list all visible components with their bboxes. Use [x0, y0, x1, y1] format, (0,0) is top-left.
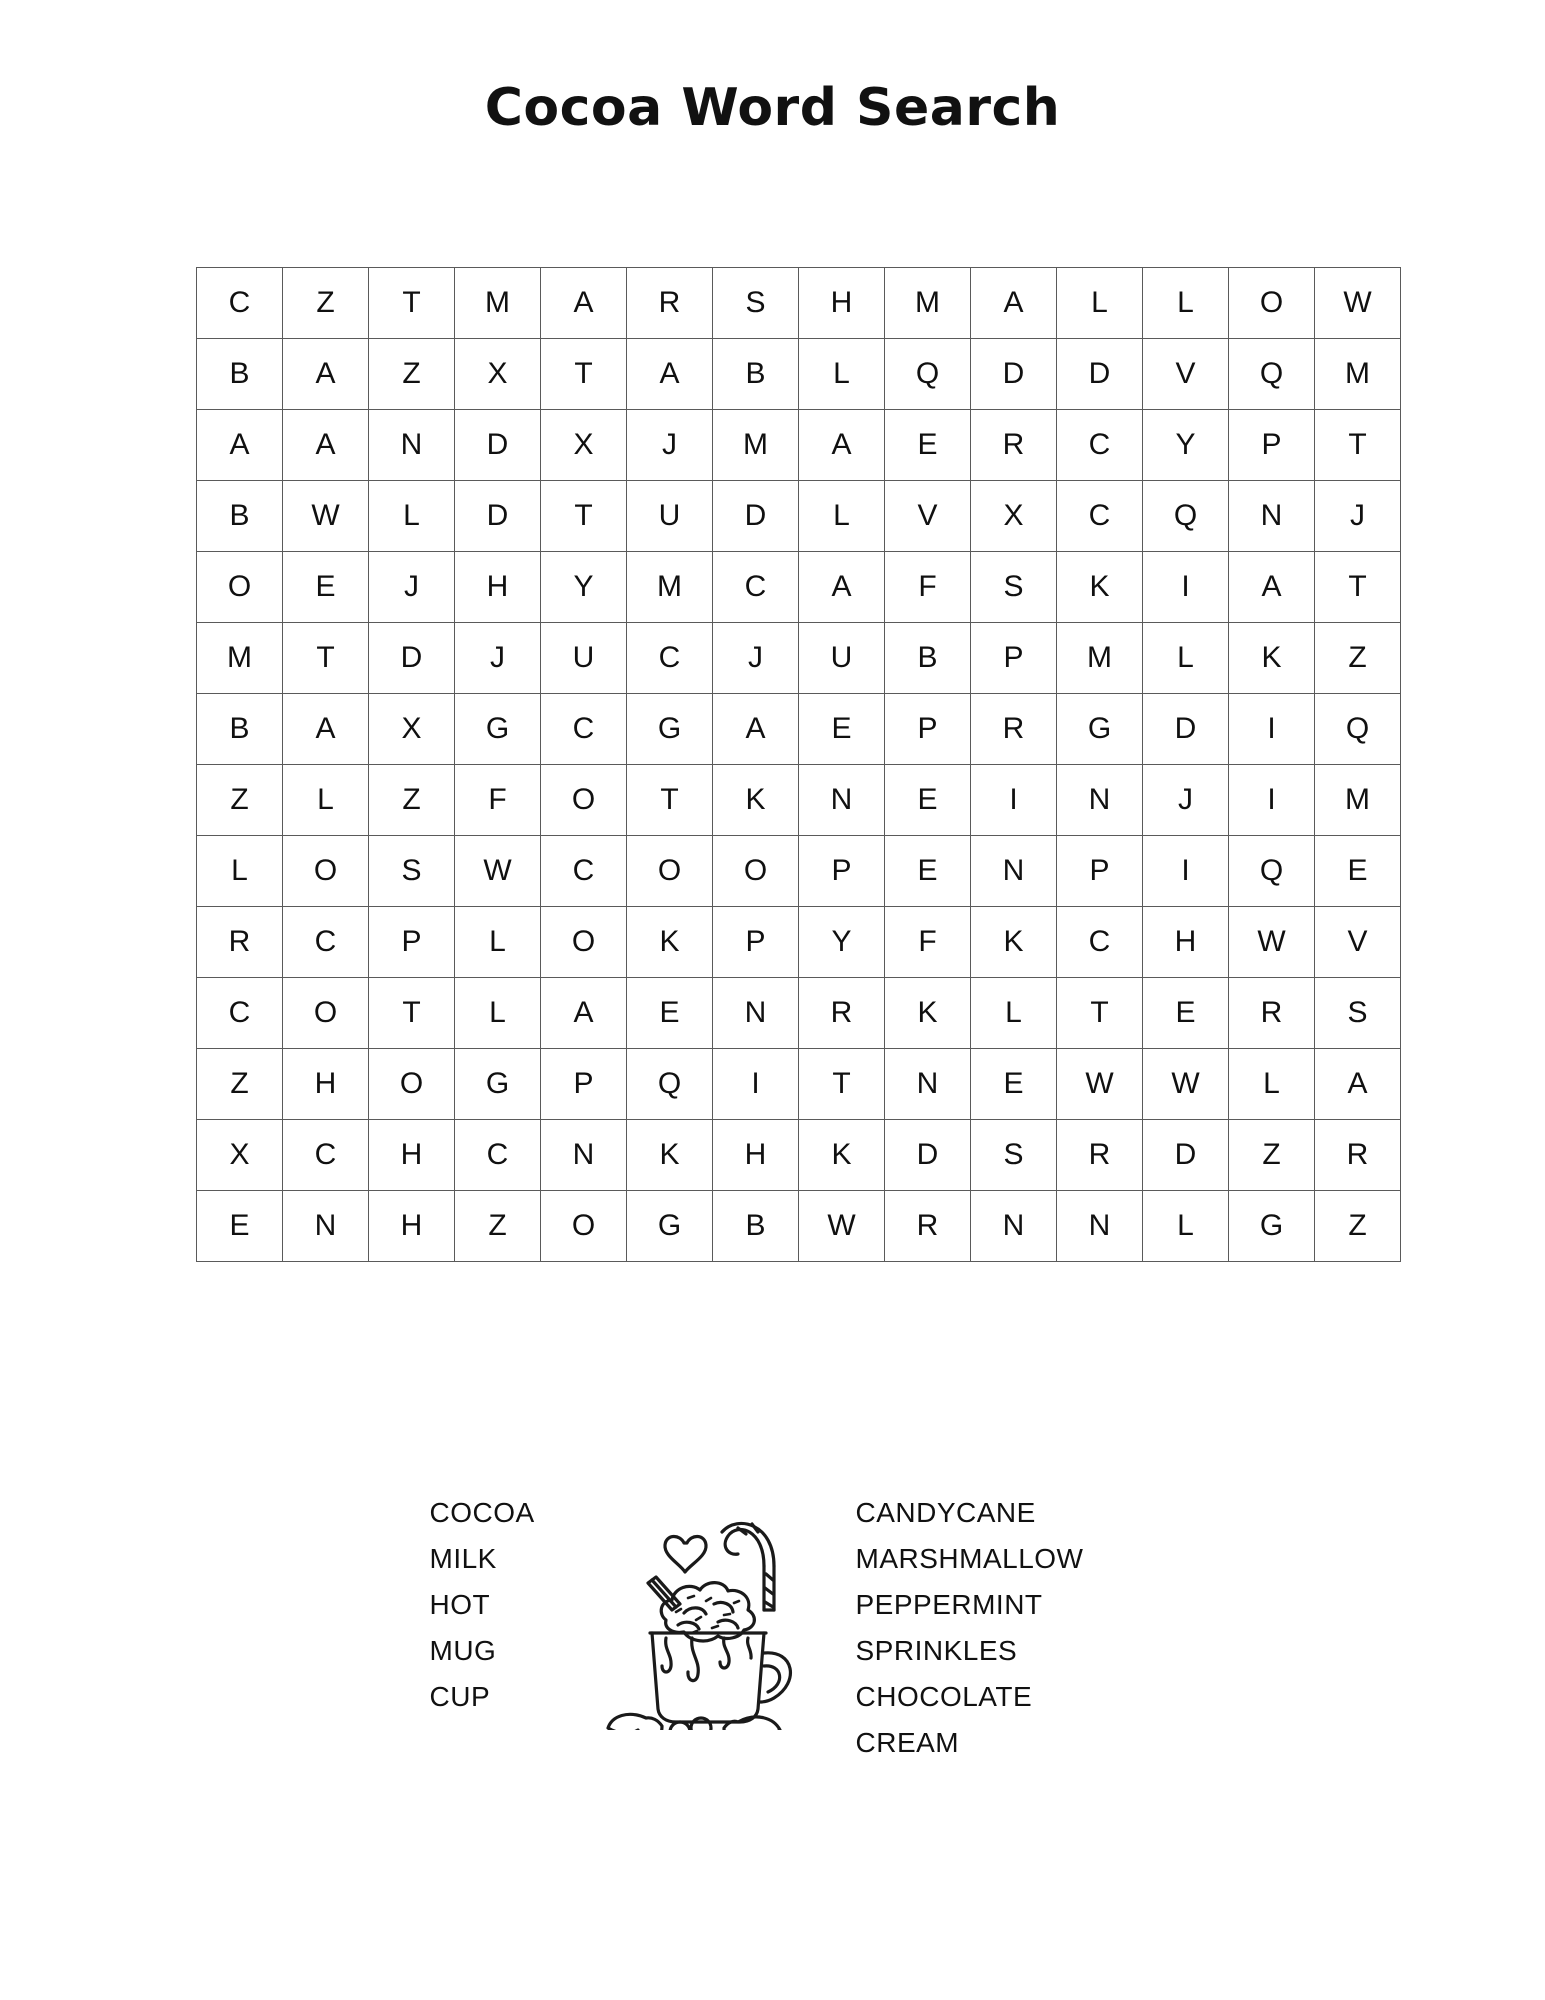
word-list-item[interactable]: CUP	[429, 1681, 491, 1712]
grid-cell[interactable]: A	[713, 694, 799, 765]
grid-cell[interactable]: F	[885, 552, 971, 623]
grid-cell[interactable]: J	[369, 552, 455, 623]
grid-cell[interactable]: L	[1229, 1049, 1315, 1120]
grid-cell[interactable]: P	[713, 907, 799, 978]
grid-cell[interactable]: O	[369, 1049, 455, 1120]
grid-cell[interactable]: W	[455, 836, 541, 907]
grid-cell[interactable]: F	[455, 765, 541, 836]
grid-cell[interactable]: E	[885, 410, 971, 481]
grid-row	[197, 765, 1401, 836]
grid-cell[interactable]: M	[713, 410, 799, 481]
grid-cell[interactable]: D	[713, 481, 799, 552]
grid-cell[interactable]: I	[1143, 836, 1229, 907]
grid-cell[interactable]: W	[799, 1191, 885, 1262]
grid-cell[interactable]: O	[283, 836, 369, 907]
grid-cell[interactable]: L	[197, 836, 283, 907]
grid-cell[interactable]: E	[1315, 836, 1401, 907]
grid-cell[interactable]: K	[1229, 623, 1315, 694]
grid-cell[interactable]: O	[197, 552, 283, 623]
grid-cell[interactable]: G	[1057, 694, 1143, 765]
grid-cell[interactable]: O	[713, 836, 799, 907]
grid-cell[interactable]: X	[369, 694, 455, 765]
grid-cell[interactable]: C	[283, 907, 369, 978]
grid-cell[interactable]: G	[455, 1049, 541, 1120]
grid-cell[interactable]: M	[1315, 765, 1401, 836]
grid-cell[interactable]: Y	[799, 907, 885, 978]
word-bank-section	[0, 1470, 1545, 1766]
grid-cell[interactable]: L	[1143, 268, 1229, 339]
grid-cell[interactable]: T	[369, 978, 455, 1049]
grid-cell[interactable]: I	[971, 765, 1057, 836]
grid-cell[interactable]: P	[1229, 410, 1315, 481]
grid-cell[interactable]: A	[799, 410, 885, 481]
grid-cell[interactable]: Q	[1229, 836, 1315, 907]
grid-cell[interactable]: W	[283, 481, 369, 552]
grid-cell[interactable]: J	[1143, 765, 1229, 836]
grid-cell[interactable]: L	[1143, 1191, 1229, 1262]
grid-cell[interactable]: O	[627, 836, 713, 907]
grid-cell[interactable]: Z	[197, 765, 283, 836]
grid-cell[interactable]: H	[799, 268, 885, 339]
word-list-item[interactable]: MILK	[429, 1543, 497, 1574]
grid-cell[interactable]: E	[1143, 978, 1229, 1049]
grid-cell[interactable]: Q	[885, 339, 971, 410]
grid-cell[interactable]: C	[541, 694, 627, 765]
grid-row	[197, 907, 1401, 978]
grid-cell[interactable]: T	[541, 339, 627, 410]
word-list-right	[848, 1470, 1208, 1766]
grid-cell[interactable]: N	[369, 410, 455, 481]
grid-cell[interactable]: D	[1057, 339, 1143, 410]
grid-cell[interactable]: A	[541, 978, 627, 1049]
word-list-left	[338, 1470, 578, 1720]
grid-cell[interactable]: R	[971, 694, 1057, 765]
grid-cell[interactable]: B	[713, 1191, 799, 1262]
grid-cell[interactable]: D	[971, 339, 1057, 410]
grid-cell[interactable]: A	[1229, 552, 1315, 623]
grid-cell[interactable]: A	[283, 410, 369, 481]
grid-cell[interactable]: B	[197, 694, 283, 765]
grid-cell[interactable]: R	[971, 410, 1057, 481]
grid-cell[interactable]: S	[1315, 978, 1401, 1049]
grid-cell[interactable]: L	[283, 765, 369, 836]
word-list-item[interactable]: MUG	[429, 1635, 497, 1666]
grid-cell[interactable]: Q	[1143, 481, 1229, 552]
grid-cell[interactable]: G	[627, 694, 713, 765]
grid-cell[interactable]: D	[455, 410, 541, 481]
grid-cell[interactable]: R	[885, 1191, 971, 1262]
grid-cell[interactable]: P	[369, 907, 455, 978]
letter-grid	[196, 267, 1401, 1262]
grid-cell[interactable]: Z	[283, 268, 369, 339]
grid-cell[interactable]: T	[799, 1049, 885, 1120]
grid-cell[interactable]: K	[627, 1120, 713, 1191]
grid-cell[interactable]: H	[283, 1049, 369, 1120]
grid-cell[interactable]: H	[369, 1191, 455, 1262]
grid-cell[interactable]: V	[1315, 907, 1401, 978]
grid-cell[interactable]: U	[799, 623, 885, 694]
grid-cell[interactable]: U	[541, 623, 627, 694]
grid-cell[interactable]: Z	[455, 1191, 541, 1262]
grid-row	[197, 339, 1401, 410]
grid-cell[interactable]: I	[1229, 694, 1315, 765]
grid-cell[interactable]: Z	[1229, 1120, 1315, 1191]
grid-row	[197, 552, 1401, 623]
grid-cell[interactable]: Z	[369, 339, 455, 410]
grid-cell[interactable]: G	[455, 694, 541, 765]
grid-cell[interactable]: A	[1315, 1049, 1401, 1120]
grid-cell[interactable]: Z	[1315, 623, 1401, 694]
grid-cell[interactable]: N	[283, 1191, 369, 1262]
grid-cell[interactable]: E	[283, 552, 369, 623]
grid-cell[interactable]: E	[197, 1191, 283, 1262]
grid-cell[interactable]: Q	[1315, 694, 1401, 765]
grid-cell[interactable]: W	[1057, 1049, 1143, 1120]
grid-cell[interactable]: B	[713, 339, 799, 410]
grid-row	[197, 1191, 1401, 1262]
grid-cell[interactable]: Y	[1143, 410, 1229, 481]
grid-cell[interactable]: N	[541, 1120, 627, 1191]
grid-cell[interactable]: K	[713, 765, 799, 836]
grid-cell[interactable]: J	[455, 623, 541, 694]
grid-cell[interactable]: C	[1057, 481, 1143, 552]
grid-cell[interactable]: A	[197, 410, 283, 481]
hot-cocoa-mug-icon	[588, 1470, 838, 1730]
grid-row	[197, 268, 1401, 339]
grid-cell[interactable]: T	[1315, 552, 1401, 623]
grid-cell[interactable]: C	[1057, 410, 1143, 481]
grid-cell[interactable]: T	[627, 765, 713, 836]
grid-cell[interactable]: R	[1057, 1120, 1143, 1191]
grid-cell[interactable]: U	[627, 481, 713, 552]
grid-cell[interactable]: C	[283, 1120, 369, 1191]
grid-cell[interactable]: A	[627, 339, 713, 410]
grid-cell[interactable]: A	[283, 694, 369, 765]
grid-cell[interactable]: R	[627, 268, 713, 339]
grid-cell[interactable]: R	[799, 978, 885, 1049]
grid-row	[197, 1049, 1401, 1120]
grid-cell[interactable]: T	[541, 481, 627, 552]
grid-cell[interactable]: A	[541, 268, 627, 339]
grid-cell[interactable]: K	[799, 1120, 885, 1191]
grid-cell[interactable]: S	[369, 836, 455, 907]
grid-cell[interactable]: K	[1057, 552, 1143, 623]
grid-cell[interactable]: X	[541, 410, 627, 481]
grid-cell[interactable]: D	[455, 481, 541, 552]
grid-cell[interactable]: M	[197, 623, 283, 694]
grid-cell[interactable]: D	[885, 1120, 971, 1191]
grid-cell[interactable]: E	[971, 1049, 1057, 1120]
grid-cell[interactable]: X	[455, 339, 541, 410]
grid-row	[197, 694, 1401, 765]
grid-cell[interactable]: M	[455, 268, 541, 339]
grid-cell[interactable]: L	[971, 978, 1057, 1049]
grid-cell[interactable]: L	[369, 481, 455, 552]
word-list-item[interactable]: CANDYCANE	[855, 1497, 1036, 1528]
grid-cell[interactable]: E	[799, 694, 885, 765]
grid-row	[197, 481, 1401, 552]
grid-cell[interactable]: O	[1229, 268, 1315, 339]
page-title: Cocoa Word Search	[484, 78, 1061, 138]
grid-cell[interactable]: C	[627, 623, 713, 694]
word-list-item[interactable]: CREAM	[855, 1727, 960, 1758]
grid-cell[interactable]: Z	[197, 1049, 283, 1120]
grid-cell[interactable]: B	[885, 623, 971, 694]
grid-cell[interactable]: W	[1315, 268, 1401, 339]
grid-cell[interactable]: J	[713, 623, 799, 694]
grid-cell[interactable]: N	[1057, 1191, 1143, 1262]
grid-row	[197, 836, 1401, 907]
grid-cell[interactable]: D	[1143, 1120, 1229, 1191]
grid-cell[interactable]: S	[971, 552, 1057, 623]
grid-row	[197, 978, 1401, 1049]
grid-cell[interactable]: Q	[1229, 339, 1315, 410]
grid-cell[interactable]: S	[713, 268, 799, 339]
grid-cell[interactable]: J	[627, 410, 713, 481]
grid-cell[interactable]: C	[197, 268, 283, 339]
grid-cell[interactable]: E	[885, 765, 971, 836]
grid-cell[interactable]: A	[971, 268, 1057, 339]
grid-cell[interactable]: P	[971, 623, 1057, 694]
grid-cell[interactable]: G	[1229, 1191, 1315, 1262]
grid-cell[interactable]: O	[541, 1191, 627, 1262]
grid-cell[interactable]: N	[713, 978, 799, 1049]
grid-cell[interactable]: X	[971, 481, 1057, 552]
grid-cell[interactable]: L	[799, 339, 885, 410]
grid-cell[interactable]: N	[971, 836, 1057, 907]
grid-cell[interactable]: H	[455, 552, 541, 623]
word-list-item[interactable]: SPRINKLES	[855, 1635, 1018, 1666]
grid-cell[interactable]: M	[1057, 623, 1143, 694]
grid-cell[interactable]: N	[1229, 481, 1315, 552]
grid-cell[interactable]: C	[197, 978, 283, 1049]
grid-cell[interactable]: J	[1315, 481, 1401, 552]
grid-cell[interactable]: W	[1229, 907, 1315, 978]
grid-cell[interactable]: L	[799, 481, 885, 552]
grid-cell[interactable]: C	[713, 552, 799, 623]
grid-cell[interactable]: R	[1229, 978, 1315, 1049]
grid-cell[interactable]: H	[369, 1120, 455, 1191]
word-list-item[interactable]: COCOA	[429, 1497, 535, 1528]
grid-cell[interactable]: E	[885, 836, 971, 907]
grid-cell[interactable]: K	[627, 907, 713, 978]
grid-cell[interactable]: D	[369, 623, 455, 694]
grid-cell[interactable]: D	[1143, 694, 1229, 765]
grid-row	[197, 410, 1401, 481]
grid-cell[interactable]: N	[799, 765, 885, 836]
word-list-item[interactable]: CHOCOLATE	[855, 1681, 1033, 1712]
puzzle-grid-container	[196, 267, 1401, 1262]
word-list-item[interactable]: MARSHMALLOW	[855, 1543, 1084, 1574]
grid-cell[interactable]: T	[1057, 978, 1143, 1049]
grid-cell[interactable]: M	[885, 268, 971, 339]
grid-cell[interactable]: P	[885, 694, 971, 765]
grid-cell[interactable]: L	[1143, 623, 1229, 694]
grid-cell[interactable]: R	[1315, 1120, 1401, 1191]
grid-cell[interactable]: R	[197, 907, 283, 978]
grid-cell[interactable]: A	[283, 339, 369, 410]
grid-cell[interactable]: Z	[1315, 1191, 1401, 1262]
grid-cell[interactable]: V	[1143, 339, 1229, 410]
grid-cell[interactable]: W	[1143, 1049, 1229, 1120]
grid-cell[interactable]: Q	[627, 1049, 713, 1120]
grid-cell[interactable]: O	[541, 765, 627, 836]
grid-cell[interactable]: H	[1143, 907, 1229, 978]
title-container	[0, 78, 1545, 138]
grid-cell[interactable]: L	[455, 907, 541, 978]
grid-cell[interactable]: B	[197, 339, 283, 410]
grid-cell[interactable]: P	[1057, 836, 1143, 907]
word-list-item[interactable]: HOT	[429, 1589, 491, 1620]
grid-cell[interactable]: I	[1143, 552, 1229, 623]
grid-cell[interactable]: O	[283, 978, 369, 1049]
grid-cell[interactable]: O	[541, 907, 627, 978]
grid-cell[interactable]: B	[197, 481, 283, 552]
grid-cell[interactable]: N	[885, 1049, 971, 1120]
grid-cell[interactable]: P	[541, 1049, 627, 1120]
grid-cell[interactable]: I	[1229, 765, 1315, 836]
grid-cell[interactable]: H	[713, 1120, 799, 1191]
grid-cell[interactable]: Z	[369, 765, 455, 836]
grid-cell[interactable]: T	[283, 623, 369, 694]
grid-cell[interactable]: C	[541, 836, 627, 907]
grid-row	[197, 623, 1401, 694]
grid-cell[interactable]: L	[1057, 268, 1143, 339]
grid-cell[interactable]: T	[369, 268, 455, 339]
illustration-container	[578, 1470, 848, 1730]
grid-cell[interactable]: C	[1057, 907, 1143, 978]
grid-cell[interactable]: A	[799, 552, 885, 623]
grid-cell[interactable]: M	[627, 552, 713, 623]
grid-cell[interactable]: G	[627, 1191, 713, 1262]
grid-cell[interactable]: M	[1315, 339, 1401, 410]
grid-row	[197, 1120, 1401, 1191]
grid-cell[interactable]: K	[971, 907, 1057, 978]
grid-cell[interactable]: T	[1315, 410, 1401, 481]
grid-cell[interactable]: K	[885, 978, 971, 1049]
grid-cell[interactable]: V	[885, 481, 971, 552]
grid-cell[interactable]: I	[713, 1049, 799, 1120]
grid-cell[interactable]: P	[799, 836, 885, 907]
grid-cell[interactable]: L	[455, 978, 541, 1049]
grid-cell[interactable]: S	[971, 1120, 1057, 1191]
grid-cell[interactable]: F	[885, 907, 971, 978]
grid-cell[interactable]: N	[971, 1191, 1057, 1262]
grid-cell[interactable]: C	[455, 1120, 541, 1191]
grid-cell[interactable]: N	[1057, 765, 1143, 836]
word-list-item[interactable]: PEPPERMINT	[855, 1589, 1043, 1620]
grid-cell[interactable]: Y	[541, 552, 627, 623]
grid-cell[interactable]: X	[197, 1120, 283, 1191]
grid-cell[interactable]: E	[627, 978, 713, 1049]
